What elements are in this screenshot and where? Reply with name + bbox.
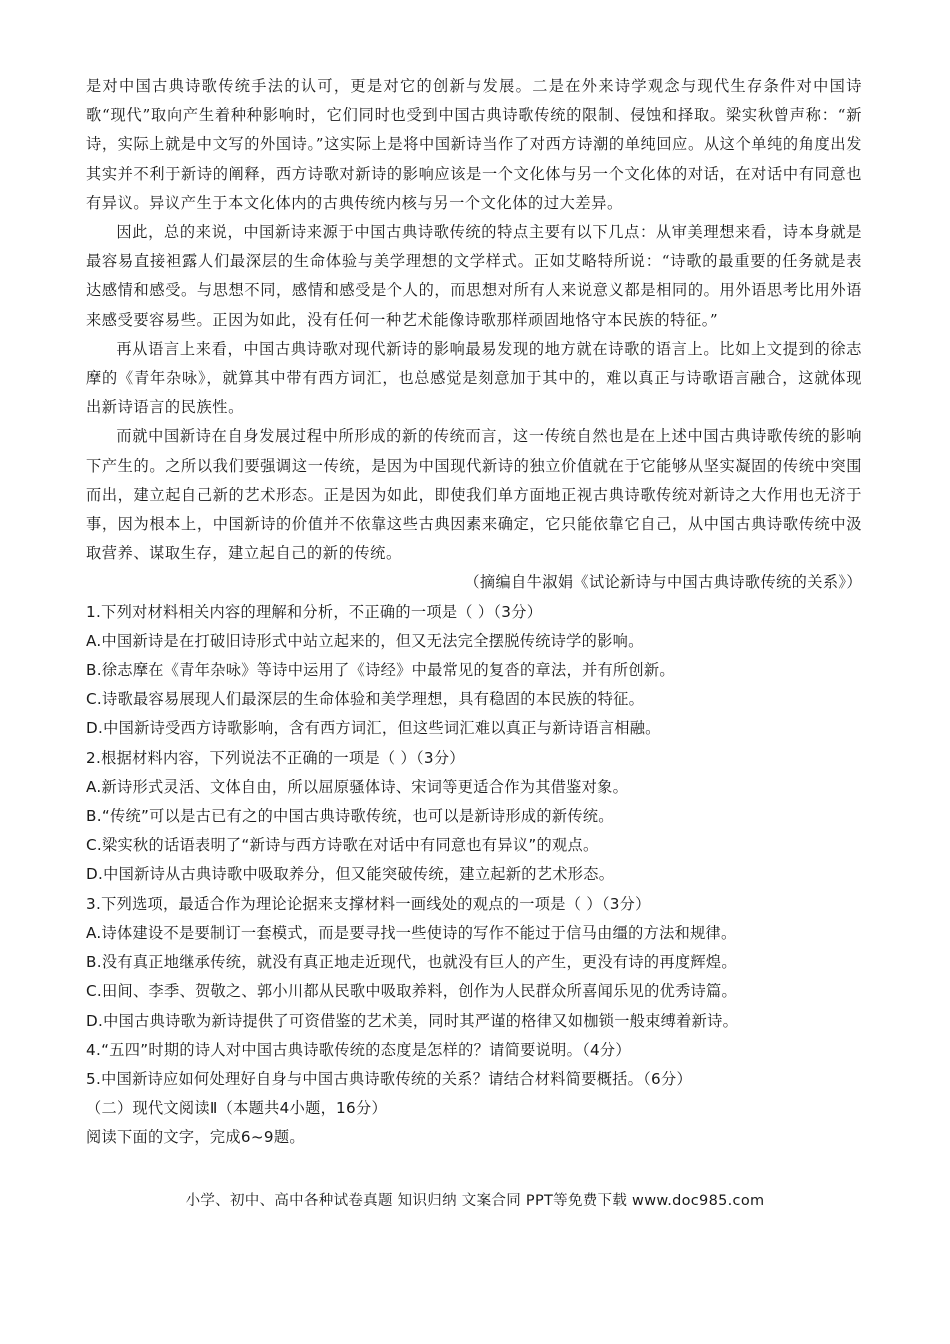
article-paragraph-4: 而就中国新诗在自身发展过程中所形成的新的传统而言，这一传统自然也是在上述中国古典诗歌传统的影响下产生的。之所以我们要强调这一传统，是因为中国现代新诗的独立价值就在于它能够从坚实凝固的传统中突围而出，建立起自己新的艺术形态。正是因为如此，即使我们单方面地正视古典诗歌传统对新诗之大作用也无济于事，因为根本上，中国新诗的价值并不依靠这些古典因素来确定，它只能依靠它自己，从中国古典诗歌传统中汲取营养、谋取生存，建立起自己的新的传统。 xyxy=(86,427,862,563)
question-5: 5.中国新诗应如何处理好自身与中国古典诗歌传统的关系？请结合材料简要概括。（6分） xyxy=(86,1069,692,1088)
section-heading: （二）现代文阅读Ⅱ（本题共4小题，16分） xyxy=(86,1099,387,1118)
question-3-option-c: C.田间、李季、贺敬之、郭小川都从民歌中吸取养料，创作为人民群众所喜闻乐见的优秀诗篇。 xyxy=(86,982,738,1001)
question-1-stem: 1.下列对材料相关内容的理解和分析，不正确的一项是（ ）（3分） xyxy=(86,602,543,621)
question-1-option-c: C.诗歌最容易展现人们最深层的生命体验和美学理想，具有稳固的本民族的特征。 xyxy=(86,690,645,709)
question-2-option-a: A.新诗形式灵活、文体自由，所以屈原骚体诗、宋词等更适合作为其借鉴对象。 xyxy=(86,777,629,796)
question-3-stem: 3.下列选项，最适合作为理论论据来支撑材料一画线处的观点的一项是（ ）（3分） xyxy=(86,894,651,913)
article-source: （摘编自牛淑娟《试论新诗与中国古典诗歌传统的关系》） xyxy=(464,573,862,592)
footer-banner: 小学、初中、高中各种试卷真题 知识归纳 文案合同 PPT等免费下载 www.doc985.com xyxy=(185,1193,765,1209)
question-2-option-d: D.中国新诗从古典诗歌中吸取养分，但又能突破传统，建立起新的艺术形态。 xyxy=(86,865,615,884)
question-2-stem: 2.根据材料内容，下列说法不正确的一项是（ ）（3分） xyxy=(86,748,465,767)
question-3-option-b: B.没有真正地继承传统，就没有真正地走近现代，也就没有巨人的产生，更没有诗的再度辉煌。 xyxy=(86,953,737,972)
question-2-option-b: B.“传统”可以是古已有之的中国古典诗歌传统，也可以是新诗形成的新传统。 xyxy=(86,807,614,826)
question-3-option-d: D.中国古典诗歌为新诗提供了可资借鉴的艺术美，同时其严谨的格律又如枷锁一般束缚着新诗。 xyxy=(86,1011,739,1030)
section-instruction: 阅读下面的文字，完成6~9题。 xyxy=(86,1128,305,1147)
question-1-option-d: D.中国新诗受西方诗歌影响，含有西方词汇，但这些词汇难以真正与新诗语言相融。 xyxy=(86,719,661,738)
question-4: 4.“五四”时期的诗人对中国古典诗歌传统的态度是怎样的？请简要说明。（4分） xyxy=(86,1040,631,1059)
question-1-option-b: B.徐志摩在《青年杂咏》等诗中运用了《诗经》中最常见的复沓的章法，并有所创新。 xyxy=(86,661,675,680)
question-2-option-c: C.梁实秋的话语表明了“新诗与西方诗歌在对话中有同意也有异议”的观点。 xyxy=(86,836,599,855)
article-paragraph-2: 因此，总的来说，中国新诗来源于中国古典诗歌传统的特点主要有以下几点：从审美理想来看，诗本身就是最容易直接袒露人们最深层的生命体验与美学理想的文学样式。正如艾略特所说：“诗歌的最重要的任务就是表达感情和感受。与思想不同，感情和感受是个人的，而思想对所有人来说意义都是相同的。用外语思考比用外语来感受要容易些。正因为如此，没有任何一种艺术能像诗歌那样顽固地恪守本民族的特征。” xyxy=(86,223,862,329)
question-1-option-a: A.中国新诗是在打破旧诗形式中站立起来的，但又无法完全摆脱传统诗学的影响。 xyxy=(86,631,644,650)
article-paragraph-1: 是对中国古典诗歌传统手法的认可，更是对它的创新与发展。二是在外来诗学观念与现代生存条件对中国诗歌“现代”取向产生着种种影响时，它们同时也受到中国古典诗歌传统的限制、侵蚀和择取。梁实秋曾声称：“新诗，实际上就是中文写的外国诗。”这实际上是将中国新诗当作了对西方诗潮的单纯回应。从这个单纯的角度出发其实并不利于新诗的阐释，西方诗歌对新诗的影响应该是一个文化体与另一个文化体的对话，在对话中有同意也有异议。异议产生于本文化体内的古典传统内核与另一个文化体的过大差异。 xyxy=(86,77,862,212)
question-3-option-a: A.诗体建设不是要制订一套模式，而是要寻找一些使诗的写作不能过于信马由缰的方法和规律。 xyxy=(86,923,737,942)
article-paragraph-3: 再从语言上来看，中国古典诗歌对现代新诗的影响最易发现的地方就在诗歌的语言上。比如上文提到的徐志摩的《青年杂咏》，就算其中带有西方词汇，也总感觉是刻意加于其中的，难以真正与诗歌语言融合，这就体现出新诗语言的民族性。 xyxy=(86,339,862,417)
document-page xyxy=(86,72,862,1153)
